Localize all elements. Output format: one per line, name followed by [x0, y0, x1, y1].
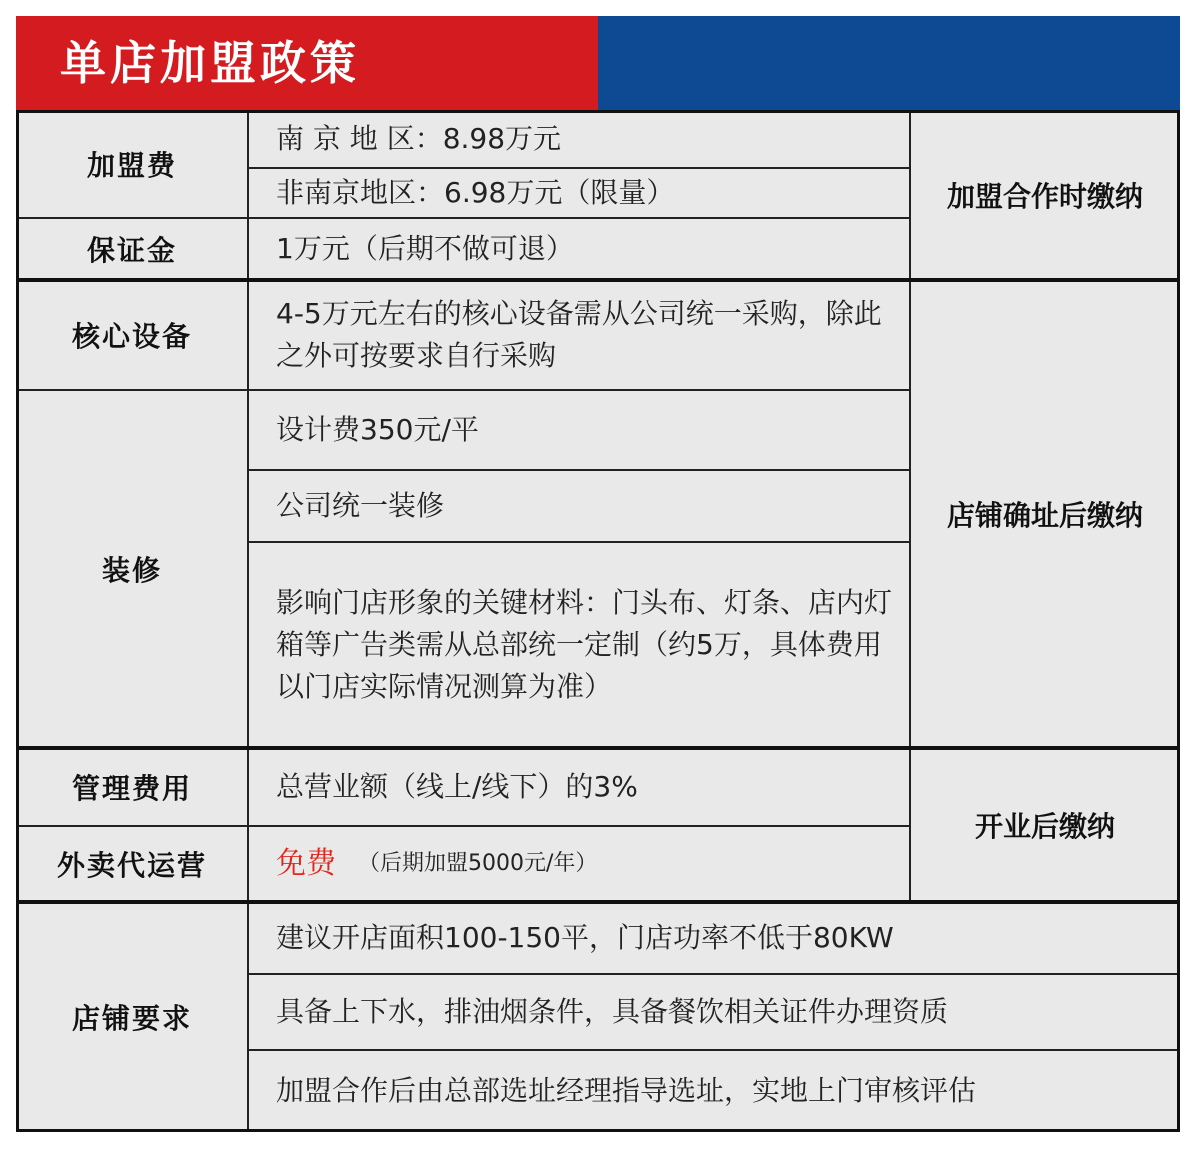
delivery-ops-note: （后期加盟5000元/年）: [358, 851, 598, 876]
core-equipment-label: 核心设备: [71, 320, 192, 353]
policy-table: [16, 110, 1180, 1132]
free-badge: 免费: [276, 846, 336, 881]
deposit-value: 1万元（后期不做可退）: [276, 232, 574, 265]
payment-after-opening: 开业后缴纳: [974, 810, 1115, 843]
store-requirement-site-selection: 加盟合作后由总部选址经理指导选址，实地上门审核评估: [276, 1074, 977, 1107]
payment-at-signing: 加盟合作时缴纳: [946, 180, 1143, 213]
store-requirement-utilities: 具备上下水，排油烟条件，具备餐饮相关证件办理资质: [276, 995, 949, 1028]
renovation-design-fee: 设计费350元/平: [276, 413, 479, 446]
store-requirements-label: 店铺要求: [71, 1002, 192, 1035]
management-fee-value: 总营业额（线上/线下）的3%: [276, 770, 638, 803]
renovation-unified: 公司统一装修: [276, 489, 445, 522]
payment-after-site: 店铺确址后缴纳: [946, 499, 1143, 532]
deposit-label: 保证金: [86, 234, 177, 267]
header-banner: [16, 16, 1180, 110]
table-border: [16, 110, 1180, 1132]
franchise-fee-label: 加盟费: [86, 149, 177, 182]
franchise-fee-other: 非南京地区：6.98万元（限量）: [276, 176, 675, 209]
delivery-ops-label: 外卖代运营: [56, 849, 207, 882]
management-fee-label: 管理费用: [71, 772, 192, 805]
renovation-label: 装修: [101, 554, 162, 587]
store-requirement-area: 建议开店面积100-150平，门店功率不低于80KW: [276, 921, 894, 954]
franchise-fee-nanjing: 南 京 地 区：8.98万元: [276, 122, 562, 155]
core-equipment-value: 4-5万元左右的核心设备需从公司统一采购，除此之外可按要求自行采购: [276, 297, 882, 372]
header-blue-block: [598, 16, 1180, 110]
page-title: 单店加盟政策: [60, 36, 360, 90]
renovation-materials: 影响门店形象的关键材料：门头布、灯条、店内灯箱等广告类需从总部统一定制（约5万，具体费用以门店实际情况测算为准）: [276, 586, 893, 703]
